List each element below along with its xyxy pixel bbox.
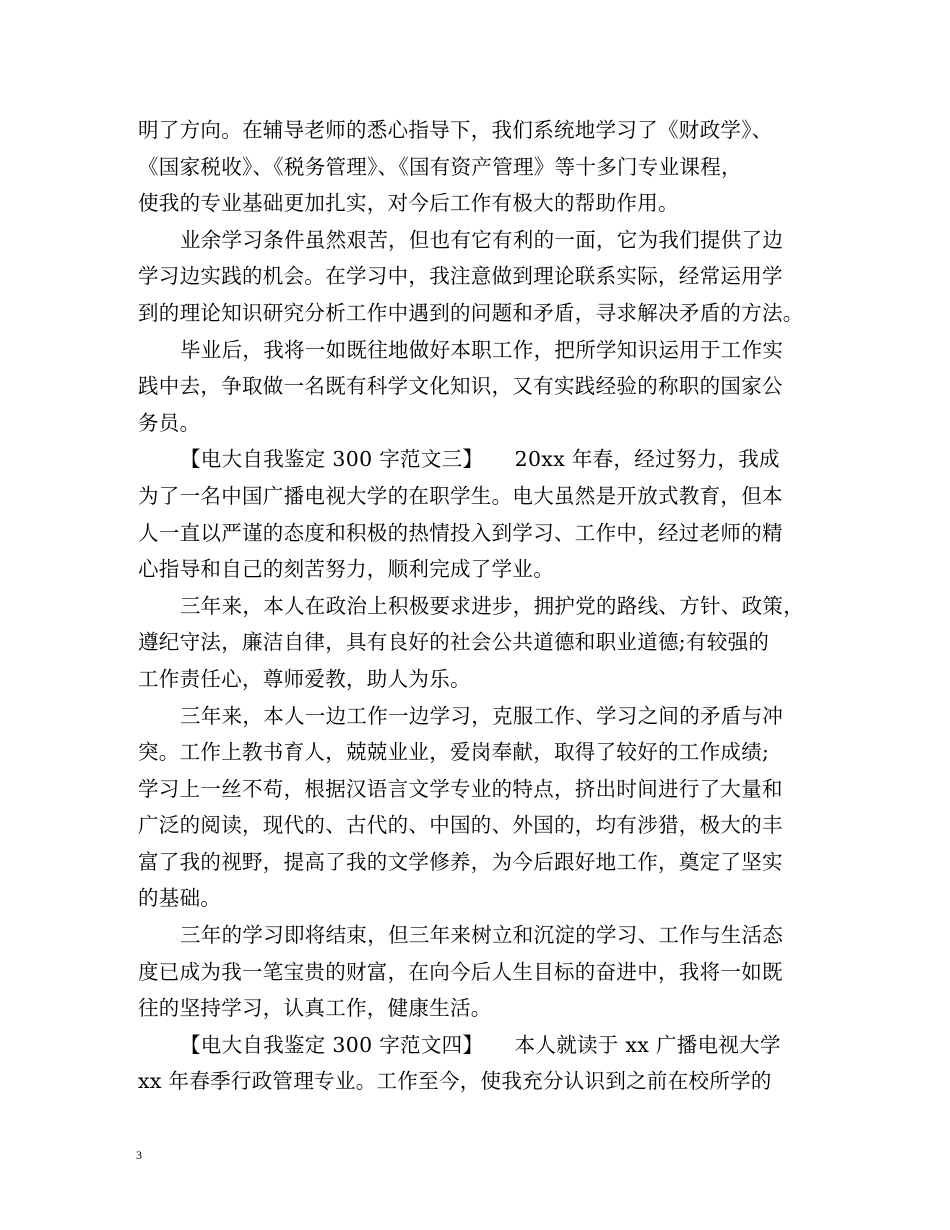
text-line: 业余学习条件虽然艰苦，但也有它有利的一面，它为我们提供了边: [180, 227, 784, 252]
paragraph-2: [138, 222, 828, 332]
text-line: 明了方向。在辅导老师的悉心指导下，我们系统地学习了《财政学》、: [138, 118, 773, 142]
paragraph-5: [138, 588, 828, 698]
page-number: 3: [136, 1148, 142, 1162]
paragraph-1: [138, 112, 828, 222]
paragraph-6: [138, 698, 828, 918]
text-line: 践中去，争取做一名既有科学文化知识，又有实践经验的称职的国家公: [138, 374, 783, 399]
text-line: 人一直以严谨的态度和积极的热情投入到学习、工作中，经过老师的精: [138, 520, 783, 545]
paragraph-7: [138, 917, 828, 1027]
paragraph-4: [138, 441, 828, 587]
paragraph-3: [138, 332, 828, 442]
text-line: 的基础。: [138, 886, 222, 911]
text-line: 往的坚持学习，认真工作，健康生活。: [138, 996, 492, 1021]
text-line: 广泛的阅读，现代的、古代的、中国的、外国的，均有涉猎，极大的丰: [138, 813, 783, 838]
text-line: 遵纪守法，廉洁自律，具有良好的社会公共道德和职业道德;有较强的: [138, 630, 770, 655]
text-line: 心指导和自己的刻苦努力，顺利完成了学业。: [138, 557, 554, 582]
text-line: 务员。: [138, 410, 201, 435]
text-line: 《国家税收》、《税务管理》、《国有资产管理》等十多门专业课程，: [138, 154, 742, 179]
paragraph-8: [138, 1027, 828, 1100]
text-line: 突。工作上教书育人，兢兢业业，爱岗奉献，取得了较好的工作成绩;: [138, 740, 770, 765]
text-line: 三年的学习即将结束，但三年来树立和沉淀的学习、工作与生活态: [180, 923, 784, 948]
text-line: 三年来，本人在政治上积极要求进步，拥护党的路线、方针、政策，: [180, 593, 804, 618]
text-line: 工作责任心，尊师爱教，助人为乐。: [138, 666, 471, 691]
section-heading-line: 【电大自我鉴定 300 字范文三】 20xx 年春，经过努力，我成: [180, 447, 780, 472]
document-body: [138, 112, 828, 1100]
text-line: 到的理论知识研究分析工作中遇到的问题和矛盾，寻求解决矛盾的方法。: [138, 300, 804, 325]
text-line: 毕业后，我将一如既往地做好本职工作，把所学知识运用于工作实: [180, 337, 784, 362]
section-heading-line: 【电大自我鉴定 300 字范文四】 本人就读于 xx 广播电视大学: [180, 1032, 781, 1057]
text-line: 度已成为我一笔宝贵的财富，在向今后人生目标的奋进中，我将一如既: [138, 959, 783, 984]
text-line: 三年来，本人一边工作一边学习，克服工作、学习之间的矛盾与冲: [180, 703, 784, 728]
text-line: 学习上一丝不苟，根据汉语言文学专业的特点，挤出时间进行了大量和: [138, 776, 783, 801]
text-line: xx 年春季行政管理专业。工作至今，使我充分认识到之前在校所学的: [138, 1069, 772, 1094]
text-line: 学习边实践的机会。在学习中，我注意做到理论联系实际，经常运用学: [138, 264, 783, 289]
text-line: 使我的专业基础更加扎实，对今后工作有极大的帮助作用。: [138, 191, 679, 216]
text-line: 富了我的视野，提高了我的文学修养，为今后跟好地工作，奠定了坚实: [138, 849, 783, 874]
text-line: 为了一名中国广播电视大学的在职学生。电大虽然是开放式教育，但本: [138, 483, 783, 508]
